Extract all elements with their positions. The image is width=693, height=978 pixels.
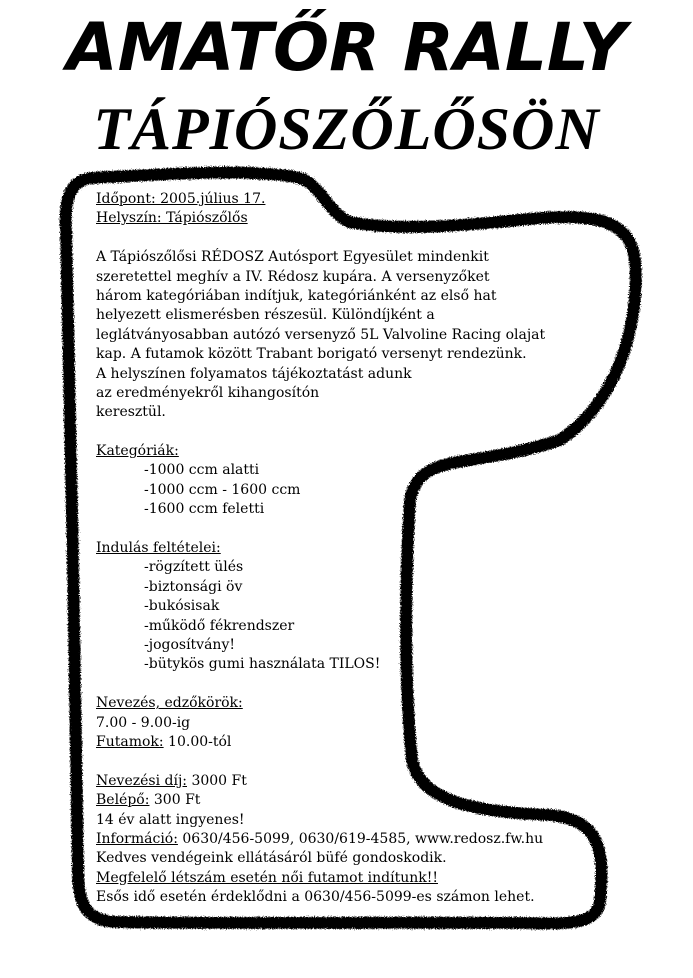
flyer-body — [96, 190, 596, 907]
condition-item: -bukósisak — [144, 598, 220, 615]
entry-fee-value: 3000 Ft — [187, 772, 247, 789]
race-time: 10.00-tól — [163, 733, 232, 750]
category-item: -1000 ccm alatti — [144, 462, 260, 479]
condition-item: -jogosítvány! — [144, 636, 235, 653]
date-line: Időpont: 2005.július 17. — [96, 191, 266, 207]
free-note: 14 év alatt ingyenes! — [96, 811, 245, 828]
main-title: AMATŐR RALLY — [66, 9, 627, 86]
condition-item: -működő fékrendszer — [144, 617, 295, 634]
intro-line: szeretettel meghív a IV. Rédosz kupára. A versenyzőket — [96, 268, 490, 285]
category-item: -1000 ccm - 1600 ccm — [144, 481, 301, 498]
race-label: Futamok: — [96, 733, 164, 750]
intro-line: A Tápiószőlősi RÉDOSZ Autósport Egyesület mindenkit — [96, 249, 489, 266]
info-line — [96, 830, 596, 849]
rain-note: Esős idő esetén érdeklődni a 0630/456-5099-es számon lehet. — [96, 889, 535, 906]
info-label: Információ: — [96, 830, 178, 847]
condition-item: -rögzített ülés — [144, 559, 244, 576]
entry-fee-line — [96, 772, 596, 791]
entry-heading: Nevezés, edzőkörök: — [96, 695, 243, 712]
intro-line: A helyszínen folyamatos tájékoztatást adunk — [96, 365, 412, 382]
ticket-value: 300 Ft — [149, 792, 201, 809]
condition-item: -biztonsági öv — [144, 578, 243, 595]
intro-line: három kategóriában indítjuk, kategóriánként az első hat — [96, 287, 497, 304]
intro-line: leglátványosabban autózó versenyző 5L Valvoline Racing olajat — [96, 326, 546, 343]
condition-item: -bütykös gumi használata TILOS! — [144, 656, 381, 673]
women-race-note: Megfelelő létszám esetén női futamot indítunk!! — [96, 869, 438, 886]
category-item: -1600 ccm feletti — [144, 501, 265, 518]
entry-time: 7.00 - 9.00-ig — [96, 714, 191, 731]
race-line — [96, 733, 596, 752]
intro-line: kap. A futamok között Trabant borigató versenyt rendezünk. — [96, 346, 527, 363]
intro-line: helyezett elismerésben részesül. Különdíjként a — [96, 307, 435, 324]
buffet-note: Kedves vendégeink ellátásáról büfé gondoskodik. — [96, 850, 447, 867]
intro-line: az eredményekről kihangosítón — [96, 384, 320, 401]
entry-fee-label: Nevezési díj: — [96, 772, 187, 789]
place-line: Helyszín: Tápiószőlős — [96, 210, 248, 227]
categories-heading: Kategóriák: — [96, 443, 179, 460]
sub-title: TÁPIÓSZŐLŐSÖN — [93, 96, 600, 162]
intro-text — [96, 248, 596, 423]
ticket-line — [96, 791, 596, 810]
ticket-label: Belépő: — [96, 792, 150, 809]
conditions-heading: Indulás feltételei: — [96, 540, 221, 557]
intro-line: keresztül. — [96, 404, 166, 421]
info-value: 0630/456-5099, 0630/619-4585, www.redosz.fw.hu — [177, 830, 544, 847]
